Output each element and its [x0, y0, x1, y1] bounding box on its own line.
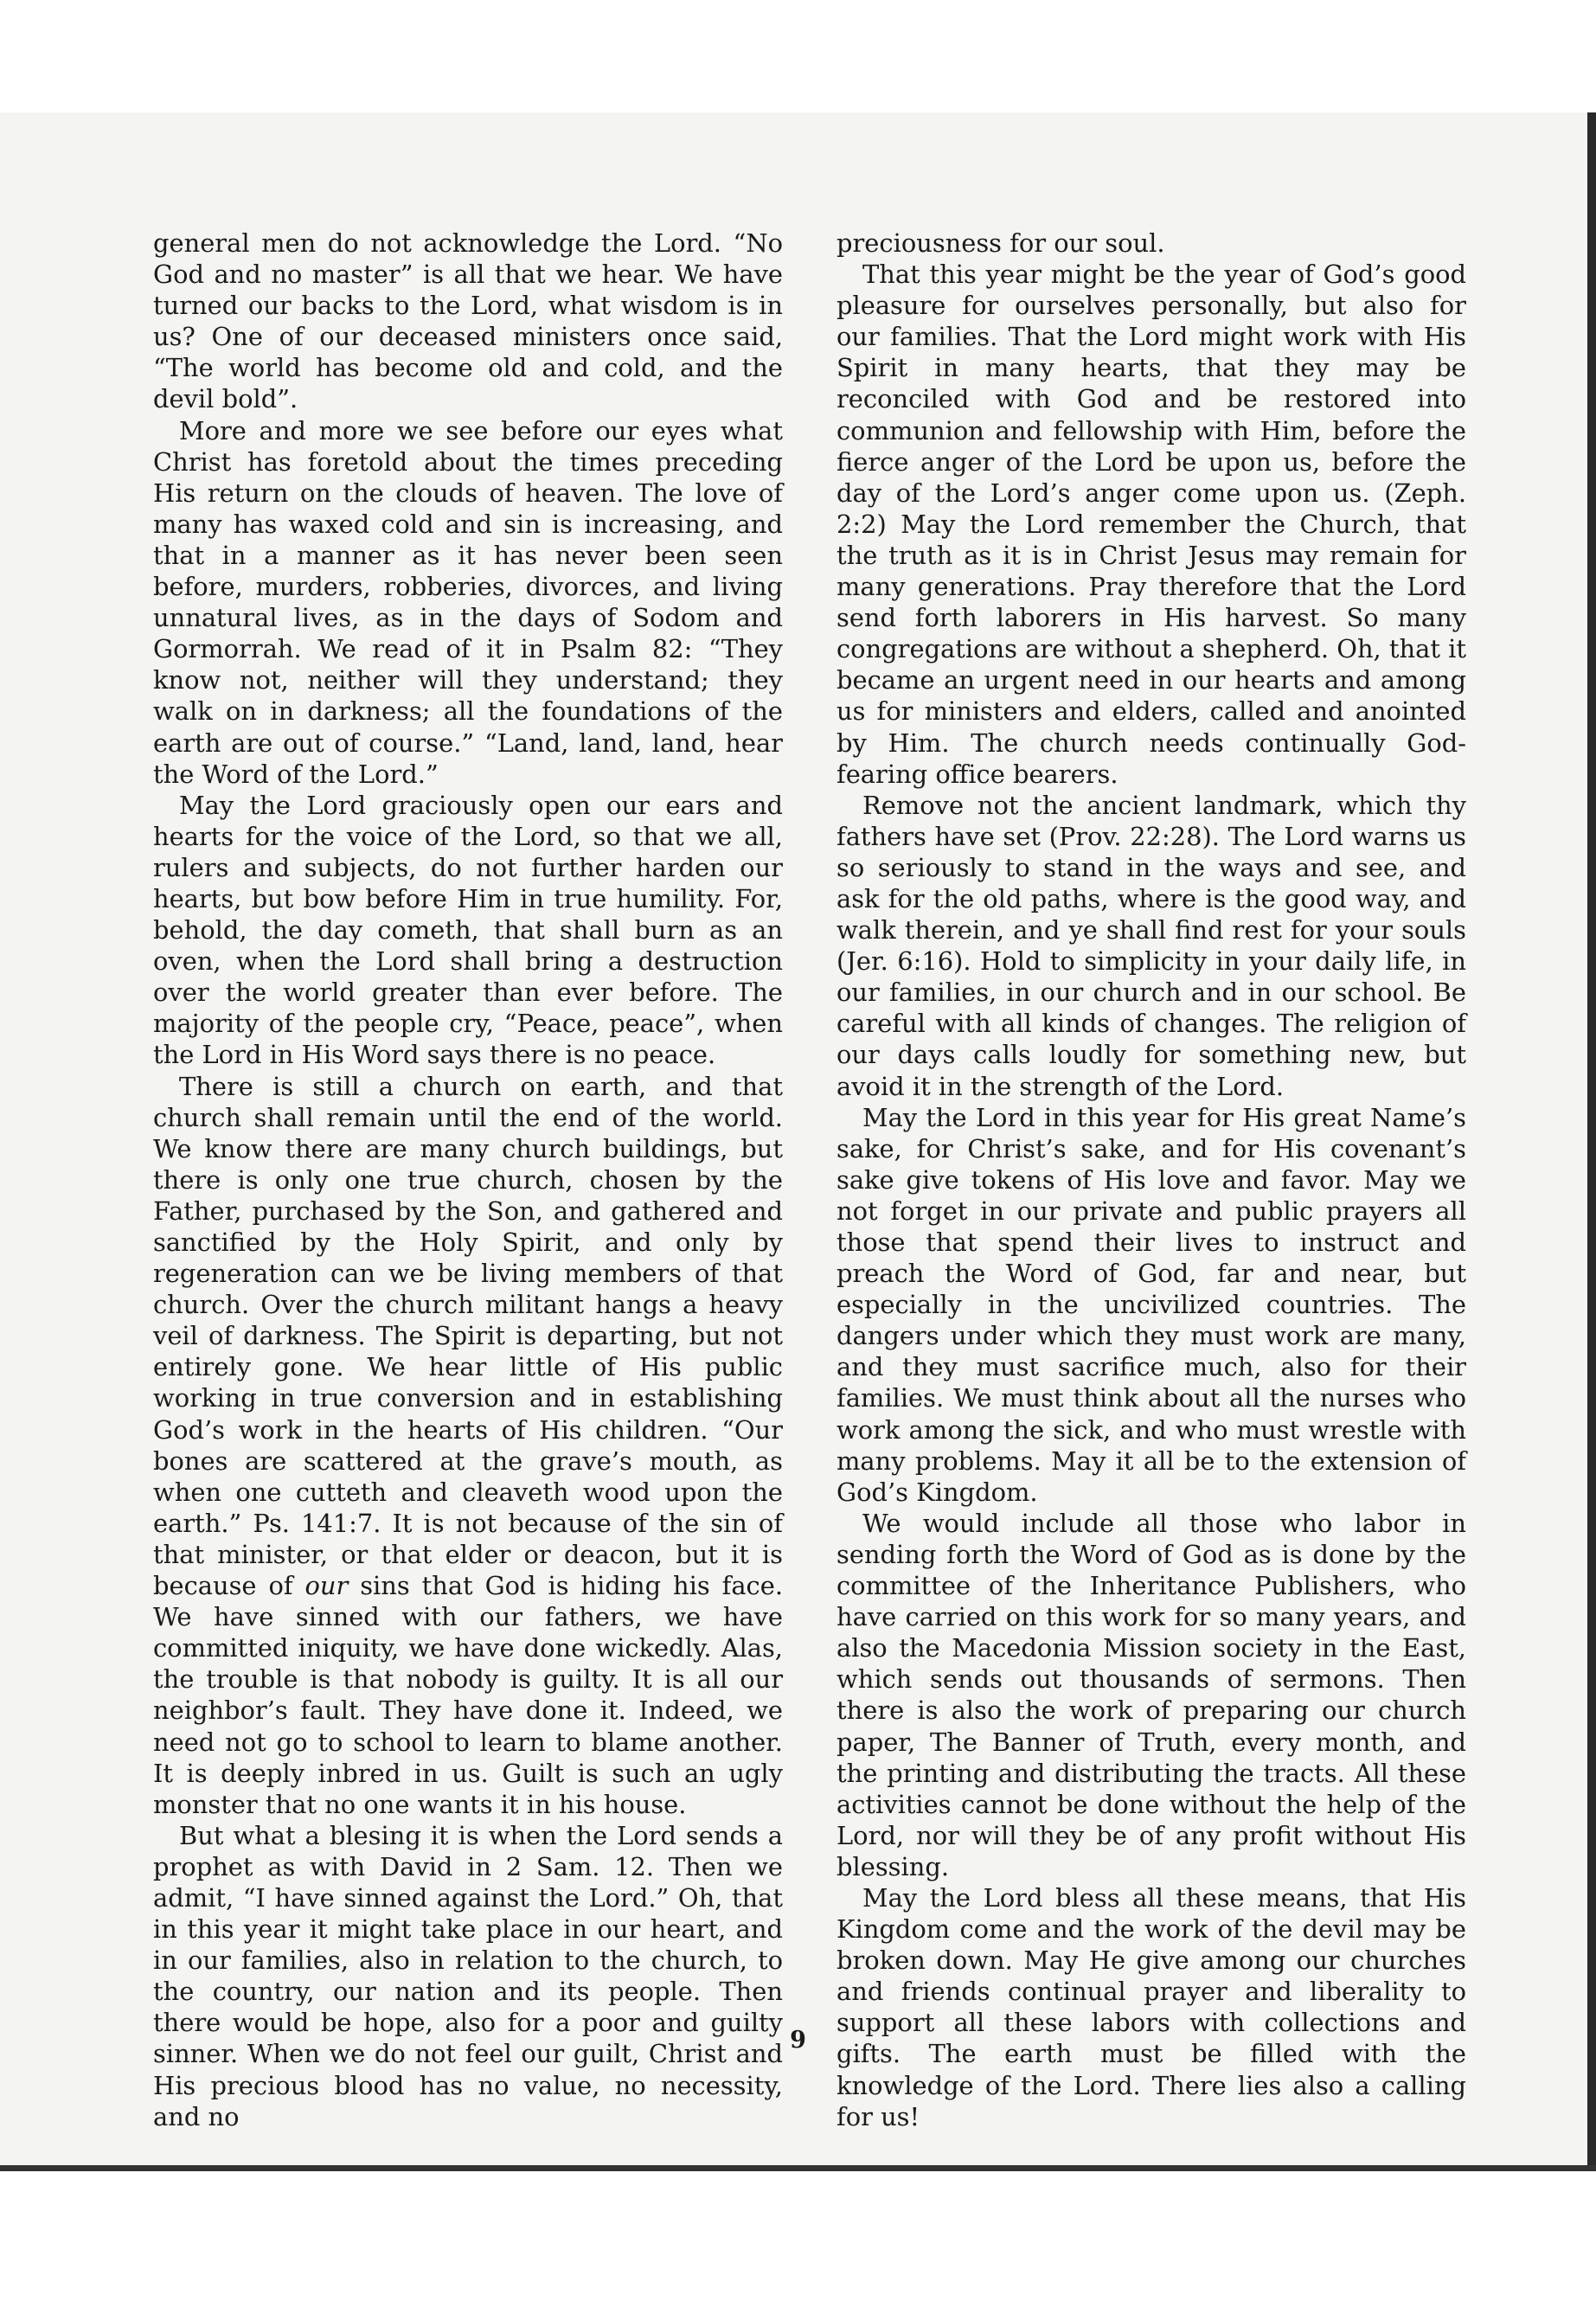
left-column — [153, 228, 783, 2132]
paragraph: May the Lord graciously open our ears and hearts for the voice of the Lord, so that we all, rulers and subjects, do not further harden our hearts, but bow before Him in true humility. For, behold, the day cometh, that shall burn as an oven, when the Lord shall bring a destruction over the world greater than ever before. The majority of the people cry, “Peace, peace”, when the Lord in His Word says there is no peace. — [153, 790, 783, 1070]
scan-right-edge — [1587, 112, 1596, 2171]
paragraph: May the Lord in this year for His great Name’s sake, for Christ’s sake, and for His covenant’s sake give tokens of His love and favor. May we not forget in our private and public prayers all those that spend their lives to instruct and preach the Word of God, far and near, but especially in the uncivilized countries. The dangers under which they must work are many, and they must sacrifice much, also for their families. We must think about all the nurses who work among the sick, and who must wrestle with many problems. May it all be to the extension of God’s Kingdom. — [836, 1102, 1466, 1507]
scan-top-margin — [0, 0, 1596, 112]
scan-bottom-margin — [0, 2171, 1596, 2301]
paragraph: More and more we see before our eyes what Christ has foretold about the times preceding His return on the clouds of heaven. The love of many has waxed cold and sin is increasing, and that in a manner as it has never been seen before, murders, robberies, divorces, and living unnatural lives, as in the days of Sodom and Gormorrah. We read of it in Psalm 82: “They know not, neither will they understand; they walk on in darkness; all the foundations of the earth are out of course.” “Land, land, land, hear the Word of the Lord.” — [153, 415, 783, 789]
paragraph: That this year might be the year of God’s good pleasure for ourselves personally, but also for our families. That the Lord might work with His Spirit in many hearts, that they may be reconciled with God and be restored into communion and fellowship with Him, before the fierce anger of the Lord be upon us, before the day of the Lord’s anger come upon us. (Zeph. 2:2) May the Lord remember the Church, that the truth as it is in Christ Jesus may remain for many generations. Pray therefore that the Lord send forth laborers in His harvest. So many congregations are without a shepherd. Oh, that it became an urgent need in our hearts and among us for ministers and elders, called and anointed by Him. The church needs continually God-fearing office bearers. — [836, 260, 1467, 789]
emphasis-text: our — [304, 1571, 349, 1601]
paragraph-text: sins that God is hiding his face. We have sinned with our fathers, we have committed iniquity, we have done wickedly. Alas, the trouble is that nobody is guilty. It is all our neighbor’s fault. They have done it. Indeed, we need not go to school to learn to blame another. It is deeply inbred in us. Guilt is such an ugly monster that no one wants it in his house. — [153, 1571, 783, 1819]
paragraph: Remove not the ancient landmark, which thy fathers have set (Prov. 22:28). The Lord warns us so seriously to stand in the ways and see, and ask for the old paths, where is the good way, and walk therein, and ye shall find rest for your souls (Jer. 6:16). Hold to simplicity in your daily life, in our families, in our church and in our school. Be careful with all kinds of changes. The religion of our days calls loudly for something new, but avoid it in the strength of the Lord. — [836, 790, 1466, 1101]
paragraph — [153, 1071, 783, 1820]
paragraph: general men do not acknowledge the Lord. “No God and no master” is all that we hear. We have turned our backs to the Lord, what wisdom is in us? One of our deceased ministers once said, “The world has become old and cold, and the devil bold”. — [153, 228, 783, 414]
right-column — [836, 228, 1466, 2132]
page-number: 9 — [790, 2027, 806, 2054]
paragraph: May the Lord bless all these means, that His Kingdom come and the work of the devil may be broken down. May He give among our churches and friends continual prayer and liberality to support all these labors with collections and gifts. The earth must be filled with the knowledge of the Lord. There lies also a calling for us! — [836, 1882, 1466, 2131]
scan-bottom-edge — [0, 2165, 1596, 2171]
paragraph: But what a blesing it is when the Lord sends a prophet as with David in 2 Sam. 12. Then we admit, “I have sinned against the Lord.” Oh, that in this year it might take place in our heart, and in our families, also in relation to the church, to the country, our nation and its people. Then there would be hope, also for a poor and guilty sinner. When we do not feel our guilt, Christ and His precious blood has no value, no necessity, and no — [153, 1820, 783, 2131]
paragraph: preciousness for our soul. — [836, 228, 1165, 258]
paragraph-text: There is still a church on earth, and that church shall remain until the end of the world. We know there are many church buildings, but there is only one true church, chosen by the Father, purchased by the Son, and gathered and sanctified by the Holy Spirit, and only by regeneration can we be living members of that church. Over the church militant hangs a heavy veil of darkness. The Spirit is departing, but not entirely gone. We hear little of His public working in true conversion and in establishing God’s work in the hearts of His children. “Our bones are scattered at the grave’s mouth, as when one cutteth and cleaveth wood upon the earth.” Ps. 141:7. It is not because of the sin of that minister, or that elder or deacon, but it is because of — [153, 1071, 783, 1601]
paragraph: We would include all those who labor in sending forth the Word of God as is done by the committee of the Inheritance Publishers, who have carried on this work for so many years, and also the Macedonia Mission society in the East, which sends out thousands of sermons. Then there is also the work of preparing our church paper, The Banner of Truth, every month, and the printing and distributing the tracts. All these activities cannot be done without the help of the Lord, nor will they be of any profit without His blessing. — [836, 1508, 1466, 1881]
